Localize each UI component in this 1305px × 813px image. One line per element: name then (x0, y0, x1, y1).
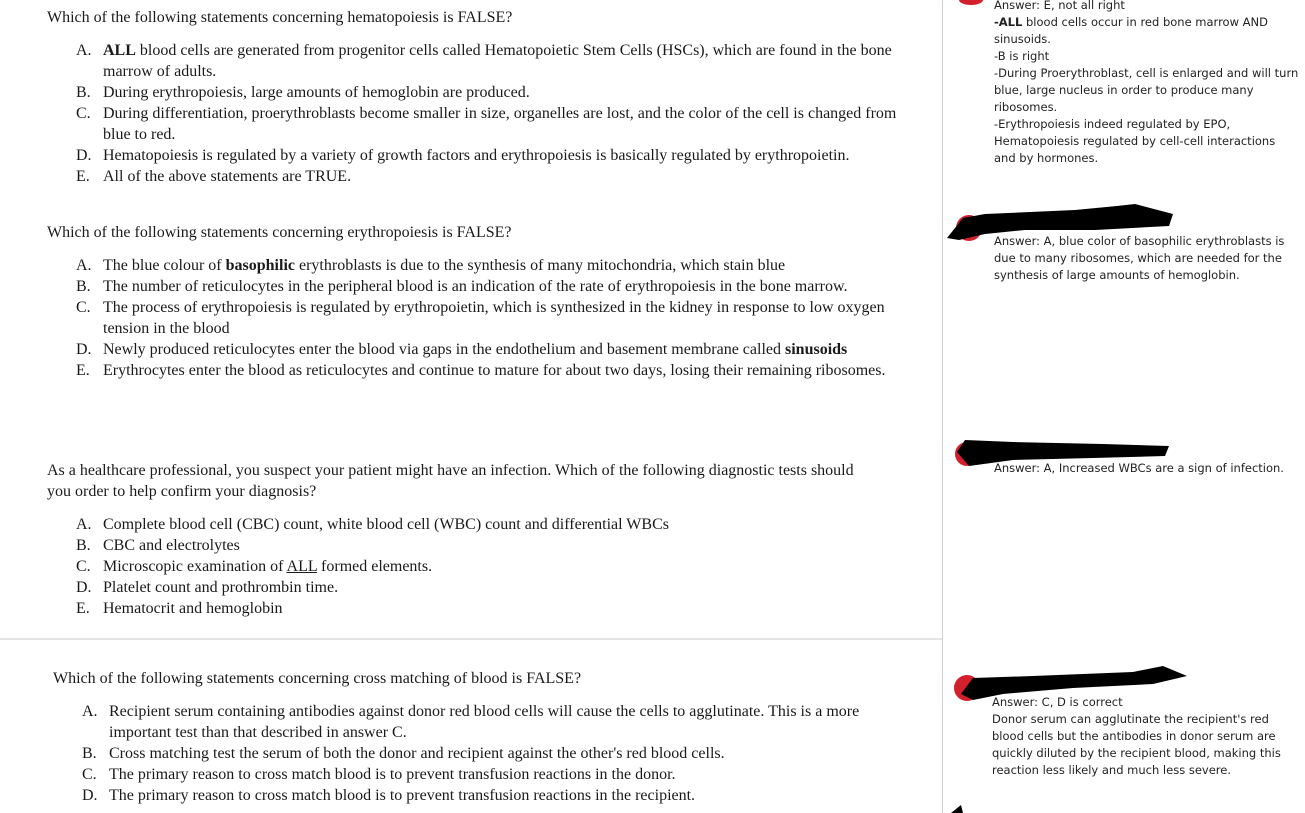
comment-line-text: blood cells occur in red bone marrow AND sinusoids. (994, 15, 1268, 46)
comment-line (994, 14, 1299, 48)
comment-line: -Erythropoiesis indeed regulated by EPO, Hematopoiesis regulated by cell-cell interactions and by hormones. (994, 117, 1276, 165)
option-list (53, 701, 888, 806)
option-text-pre: The blue colour of (103, 257, 226, 274)
page-2 (0, 640, 942, 813)
comment-marker-5 (949, 803, 969, 813)
option-letter: A. (82, 703, 98, 720)
option-letter: A. (76, 516, 92, 533)
option-text-pre: Newly produced reticulocytes enter the blood via gaps in the endothelium and basement membrane called (103, 341, 785, 358)
option-b (47, 535, 877, 556)
option-bold-term: basophilic (225, 257, 295, 274)
option-text: During erythropoiesis, large amounts of hemoglobin are produced. (103, 84, 530, 101)
option-letter: D. (82, 787, 98, 804)
option-letter: E. (76, 600, 90, 617)
option-a (47, 40, 897, 82)
comment-answer: Answer: A, blue color of basophilic erythroblasts is due to many ribosomes, which are needed for the synthesis of large amounts of hemoglobin. (994, 234, 1285, 282)
option-text: Erythrocytes enter the blood as reticulocytes and continue to mature for about two days, losing their remaining ribosomes. (103, 362, 886, 379)
option-b (47, 82, 897, 103)
option-bold-term: sinusoids (785, 341, 848, 358)
option-letter: D. (76, 341, 92, 358)
option-text: The number of reticulocytes in the peripheral blood is an indication of the rate of erythropoiesis in the bone marrow. (103, 278, 848, 295)
comment-2[interactable] (994, 233, 1299, 284)
option-c (47, 297, 897, 339)
option-letter: A. (76, 42, 92, 59)
comment-line: Donor serum can agglutinate the recipient's red blood cells but the antibodies in donor serum are quickly diluted by the recipient blood, making this reaction less likely and much less severe. (992, 712, 1281, 777)
option-underlined-term: ALL (286, 558, 318, 575)
option-text-post: erythroblasts is due to the synthesis of many mitochondria, which stain blue (294, 257, 786, 274)
comment-line: -B is right (994, 49, 1050, 63)
question-hematopoiesis (47, 7, 897, 187)
comment-answer: Answer: E, not all right (994, 0, 1125, 12)
option-list (47, 514, 877, 619)
option-c (47, 556, 877, 577)
option-c (53, 764, 888, 785)
option-d (47, 339, 897, 360)
question-stem: Which of the following statements concerning cross matching of blood is FALSE? (53, 670, 582, 687)
option-a (53, 701, 888, 743)
option-letter: A. (76, 257, 92, 274)
option-letter: B. (76, 537, 91, 554)
question-erythropoiesis (47, 222, 897, 381)
question-stem: Which of the following statements concerning hematopoiesis is FALSE? (47, 9, 513, 26)
option-letter: E. (76, 362, 90, 379)
option-e (47, 166, 897, 187)
option-letter: C. (82, 766, 97, 783)
option-text: Recipient serum containing antibodies against donor red blood cells will cause the cells to agglutinate. This is a more important test than that described in answer C. (109, 703, 860, 741)
option-letter: D. (76, 147, 92, 164)
option-bold-lead: ALL (103, 42, 136, 59)
option-letter: C. (76, 105, 91, 122)
option-text: blood cells are generated from progenitor cells called Hematopoietic Stem Cells (HSCs), which are found in the bone marrow of adults. (103, 42, 892, 80)
option-text: Complete blood cell (CBC) count, white blood cell (WBC) count and differential WBCs (103, 516, 669, 533)
option-e (47, 598, 877, 619)
option-text: All of the above statements are TRUE. (103, 168, 352, 185)
comment-answer: Answer: A, Increased WBCs are a sign of infection. (994, 461, 1284, 475)
option-letter: B. (76, 84, 91, 101)
option-list (47, 255, 897, 381)
comment-4[interactable] (992, 694, 1302, 779)
option-b (53, 743, 888, 764)
question-cross-matching (53, 668, 888, 806)
comment-3[interactable] (994, 460, 1299, 477)
option-a (47, 255, 897, 276)
option-a (47, 514, 877, 535)
comments-pane (943, 0, 1305, 813)
option-text: Hematopoiesis is regulated by a variety of growth factors and erythropoiesis is basically regulated by erythropoietin. (103, 147, 850, 164)
option-text: CBC and electrolytes (103, 537, 240, 554)
option-text: Cross matching test the serum of both the donor and recipient against the other's red blood cells. (109, 745, 725, 762)
option-list (47, 40, 897, 187)
option-letter: C. (76, 299, 91, 316)
option-letter: E. (76, 168, 90, 185)
option-text: Hematocrit and hemoglobin (103, 600, 283, 617)
option-d (53, 785, 888, 806)
option-text: Platelet count and prothrombin time. (103, 579, 339, 596)
comment-1[interactable] (994, 0, 1299, 167)
option-letter: D. (76, 579, 92, 596)
question-stem: As a healthcare professional, you suspect your patient might have an infection. Which of the following diagnostic tests should you order to help confirm your diagnosis? (47, 462, 854, 500)
question-stem: Which of the following statements concerning erythropoiesis is FALSE? (47, 224, 512, 241)
comment-bold-lead: -ALL (994, 15, 1023, 29)
option-letter: B. (82, 745, 97, 762)
option-b (47, 276, 897, 297)
option-d (47, 577, 877, 598)
comment-answer: Answer: C, D is correct (992, 695, 1123, 709)
option-text-post: formed elements. (317, 558, 433, 575)
option-letter: C. (76, 558, 91, 575)
option-text-pre: Microscopic examination of (103, 558, 287, 575)
comment-marker-1 (951, 0, 991, 8)
option-c (47, 103, 897, 145)
option-letter: B. (76, 278, 91, 295)
option-text: During differentiation, proerythroblasts become smaller in size, organelles are lost, and the color of the cell is changed from blue to red. (103, 105, 897, 143)
option-d (47, 145, 897, 166)
comment-line: -During Proerythroblast, cell is enlarged and will turn blue, large nucleus in order to produce many ribosomes. (994, 66, 1299, 114)
option-text: The primary reason to cross match blood is to prevent transfusion reactions in the recipient. (109, 787, 696, 804)
option-text: The primary reason to cross match blood is to prevent transfusion reactions in the donor. (109, 766, 676, 783)
question-infection (47, 460, 877, 619)
option-e (47, 360, 897, 381)
option-text: The process of erythropoiesis is regulated by erythropoietin, which is synthesized in the kidney in response to low oxygen tension in the blood (103, 299, 885, 337)
